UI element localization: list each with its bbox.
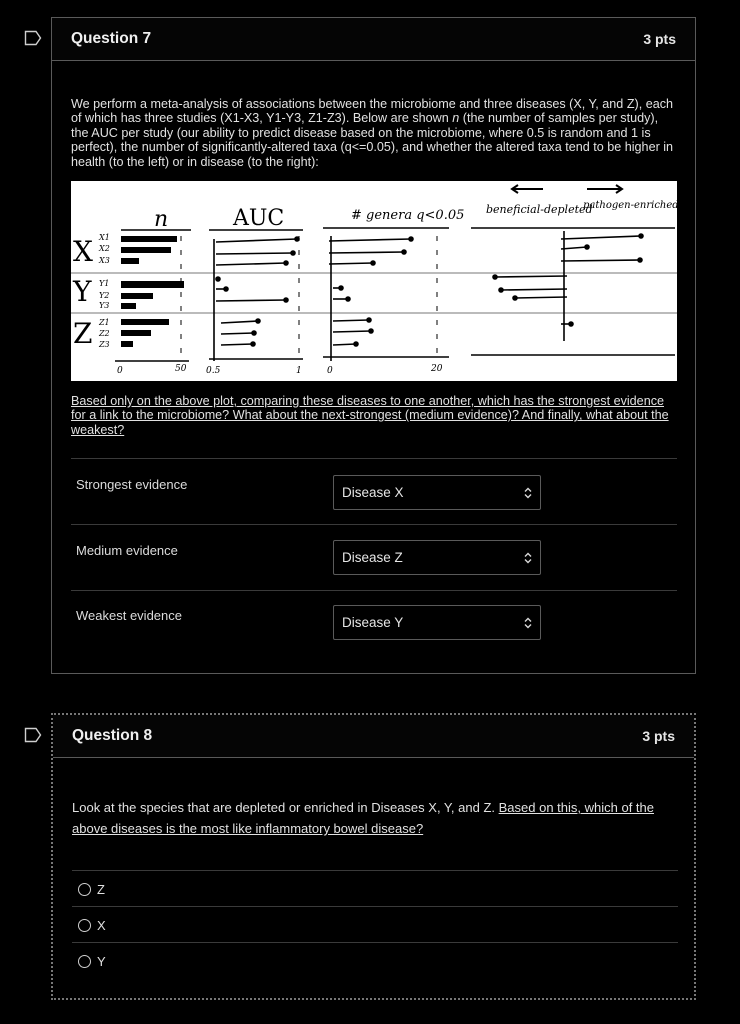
select-value: Disease Y	[342, 615, 404, 630]
select-value: Disease X	[342, 485, 404, 500]
question-7-prompt: Based only on the above plot, comparing these diseases to one another, which has the strongest evidence for a link to the microbiome? What about the next-strongest (medium evidence)? And finally, what about the weakest?	[71, 394, 669, 437]
radio-button[interactable]	[78, 883, 91, 896]
question-7-intro: We perform a meta-analysis of associations between the microbiome and three diseases (X, Y, and Z), each of which has three studies (X1-X3, Y1-Y3, Z1-Z3). Below are shown n (the number of samples per study), the AUC per study (our ability to predict disease based on the microbiome, where 0.5 is random and 1 is perfect), the number of significantly-altered taxa (q<=0.05), and whether the altered taxa tend to be higher in health (to the left) or in disease (to the right):	[71, 97, 674, 169]
n-bar	[121, 330, 151, 336]
select-chevron-icon	[523, 617, 533, 629]
study-label: X3	[99, 256, 110, 265]
n-bar	[121, 247, 171, 253]
axis-tick: 0	[327, 366, 333, 376]
n-bar	[121, 319, 169, 325]
answer-select-medium[interactable]	[333, 540, 541, 575]
row-label: Medium evidence	[76, 543, 178, 558]
n-bar	[121, 303, 136, 309]
question-8-prompt: Look at the species that are depleted or enriched in Diseases X, Y, and Z. Based on this, which of the above diseases is the most like inflammatory bowel disease?	[72, 800, 654, 836]
n-bar	[121, 281, 184, 288]
question-7-card	[51, 17, 696, 674]
disease-z-label: Z	[73, 317, 93, 350]
answer-option[interactable]	[72, 942, 678, 979]
n-bar	[121, 236, 177, 242]
study-label: Y2	[99, 291, 110, 300]
option-label: Z	[97, 881, 105, 897]
n-bar	[121, 293, 153, 299]
option-label: X	[97, 917, 106, 933]
disease-x-label: X	[73, 235, 93, 268]
question-8-card	[51, 713, 696, 1000]
option-label: Y	[97, 953, 106, 969]
axis-tick: 20	[431, 364, 443, 374]
row-label: Weakest evidence	[76, 608, 182, 623]
study-label: X2	[99, 244, 110, 253]
n-bar	[121, 258, 139, 264]
question-points: 3 pts	[643, 31, 676, 47]
study-label: Y3	[99, 301, 110, 310]
answer-row-medium	[71, 524, 677, 591]
question-points: 3 pts	[642, 728, 675, 744]
disease-y-label: Y	[73, 275, 92, 308]
axis-tick: 1	[296, 366, 302, 376]
col-pathogen-label: pathogen-enriched	[583, 200, 677, 211]
axis-tick: 0	[117, 366, 123, 376]
study-label: Z1	[99, 318, 110, 327]
answer-row-weakest	[71, 590, 677, 657]
row-label: Strongest evidence	[76, 477, 188, 492]
axis-tick: 50	[175, 364, 187, 374]
arrow-left-icon	[512, 185, 543, 193]
meta-analysis-figure	[71, 181, 677, 381]
answer-select-weakest[interactable]	[333, 605, 541, 640]
arrow-right-icon	[587, 185, 622, 193]
question-8-header	[53, 715, 694, 758]
question-7-header	[52, 18, 695, 61]
bookmark-flag-icon[interactable]	[24, 30, 42, 46]
select-chevron-icon	[523, 487, 533, 499]
n-bar	[121, 341, 133, 347]
answer-option[interactable]	[72, 906, 678, 943]
study-label: X1	[99, 233, 110, 242]
col-genera-label: # genera q<0.05	[351, 208, 465, 223]
axis-tick: 0.5	[206, 366, 221, 376]
answer-select-strongest[interactable]	[333, 475, 541, 510]
radio-button[interactable]	[78, 919, 91, 932]
col-n-label: n	[154, 207, 169, 232]
answer-row-strongest	[71, 458, 677, 525]
study-label: Z3	[99, 340, 110, 349]
question-title: Question 8	[72, 727, 153, 744]
question-title: Question 7	[71, 30, 152, 47]
study-label: Y1	[99, 279, 110, 288]
answer-option[interactable]	[72, 870, 678, 907]
bookmark-flag-icon[interactable]	[24, 727, 42, 743]
radio-button[interactable]	[78, 955, 91, 968]
select-value: Disease Z	[342, 550, 403, 565]
col-auc-label: AUC	[233, 206, 285, 231]
study-label: Z2	[99, 329, 110, 338]
select-chevron-icon	[523, 552, 533, 564]
col-beneficial-label: beneficial-depleted	[486, 203, 593, 216]
